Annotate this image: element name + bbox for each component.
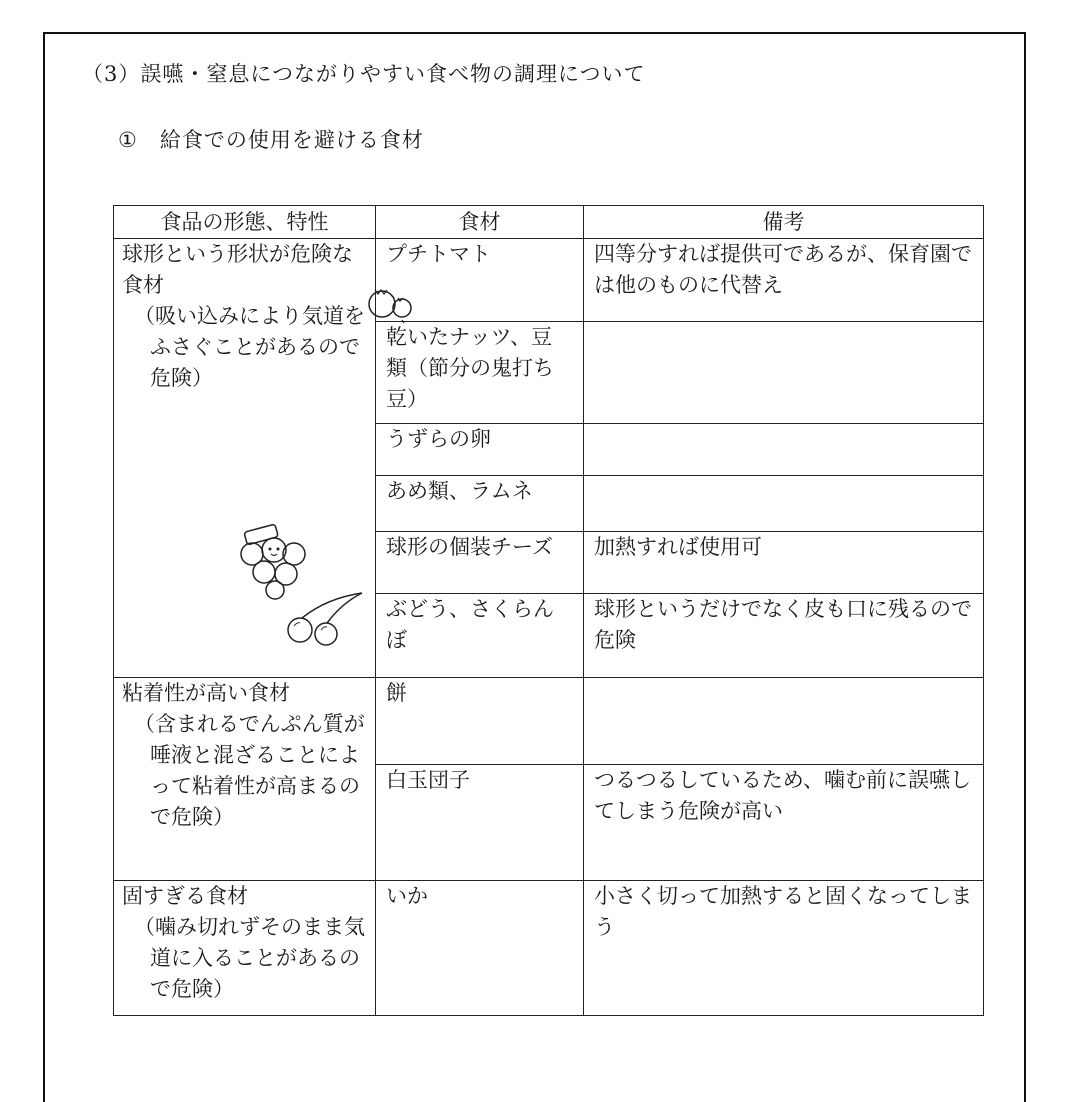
remark-cell: つるつるしているため、噛む前に誤嚥してしまう危険が高い (584, 765, 984, 881)
remark-cell: 四等分すれば提供可であるが、保育園では他のものに代替え (584, 239, 984, 322)
section-heading: （3）誤嚥・窒息につながりやすい食べ物の調理について (82, 62, 646, 86)
food-cell: 乾いたナッツ、豆類（節分の鬼打ち豆） (376, 322, 584, 424)
remark-cell: 球形というだけでなく皮も口に残るので危険 (584, 594, 984, 678)
subsection-heading (118, 124, 424, 154)
food-cell: ぶどう、さくらんぼ (376, 594, 584, 678)
table-row (114, 239, 984, 322)
category-title: 粘着性が高い食材 (122, 681, 290, 705)
food-cell: 白玉団子 (376, 765, 584, 881)
food-cell: プチトマト (376, 239, 584, 322)
remark-cell: 加熱すれば使用可 (584, 532, 984, 594)
table-header-row (114, 206, 984, 239)
food-cell: 餅 (376, 678, 584, 765)
category-sticky (114, 678, 376, 881)
category-note: （含まれるでんぷん質が唾液と混ざることによって粘着性が高まるので危険） (134, 712, 365, 829)
category-note: （吸い込みにより気道をふさぐことがあるので危険） (134, 304, 365, 390)
header-food: 食材 (376, 206, 584, 239)
remark-cell (584, 424, 984, 476)
category-note: （噛み切れずそのまま気道に入ることがあるので危険） (134, 915, 365, 1001)
header-remark: 備考 (584, 206, 984, 239)
food-table (113, 205, 984, 1016)
food-cell: いか (376, 881, 584, 1016)
table-row (114, 881, 984, 1016)
remark-cell: 小さく切って加熱すると固くなってしまう (584, 881, 984, 1016)
category-title: 球形という形状が危険な食材 (122, 242, 353, 297)
subsection-title: 給食での使用を避ける食材 (159, 128, 424, 152)
table-row (114, 678, 984, 765)
grape-icon (230, 520, 320, 600)
tomato-icon (362, 282, 422, 327)
category-title: 固すぎる食材 (122, 884, 248, 908)
cherry-icon (282, 590, 372, 650)
remark-cell (584, 476, 984, 532)
remark-cell (584, 322, 984, 424)
category-hard (114, 881, 376, 1016)
food-cell: 球形の個装チーズ (376, 532, 584, 594)
remark-cell (584, 678, 984, 765)
food-cell: うずらの卵 (376, 424, 584, 476)
subsection-number: ① (118, 128, 138, 152)
food-cell: あめ類、ラムネ (376, 476, 584, 532)
header-characteristic: 食品の形態、特性 (114, 206, 376, 239)
